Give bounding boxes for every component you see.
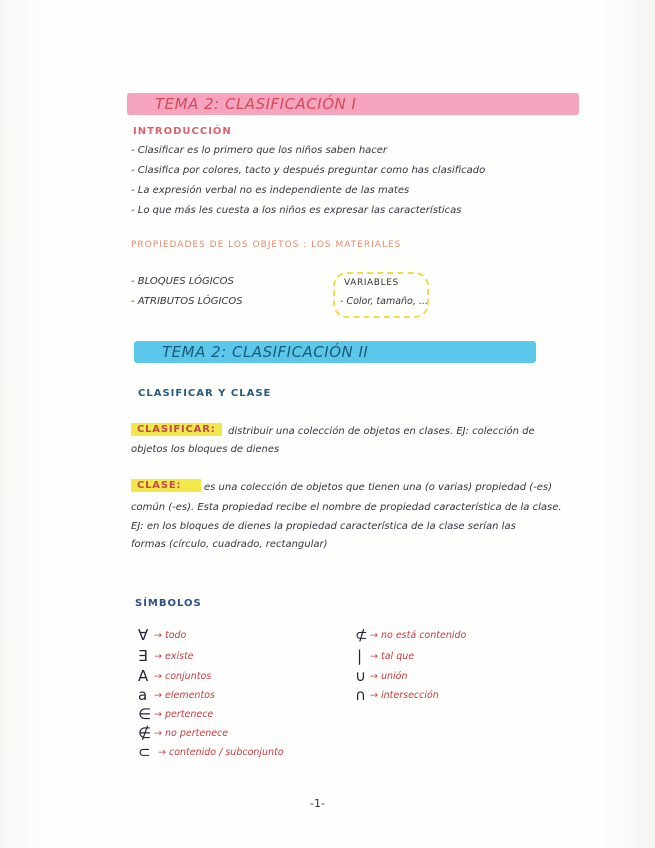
title-tema2-clasificacion-1: TEMA 2: CLASIFICACIÓN I xyxy=(127,93,579,115)
clasificar-text-2: objetos los bloques de dienes xyxy=(131,444,280,455)
symbol-set-A: A xyxy=(138,667,149,685)
intro-line-4: - Lo que más les cuesta a los niños es expresar las características xyxy=(131,205,462,216)
props-item-atributos: - ATRIBUTOS LÓGICOS xyxy=(131,296,243,307)
title-tema2-clasificacion-2: TEMA 2: CLASIFICACIÓN II xyxy=(134,341,536,363)
clase-text-3: EJ: en los bloques de dienes la propiedad característica de la clase serían las xyxy=(131,521,516,532)
clase-label xyxy=(131,480,201,491)
symbol-exists-label: → existe xyxy=(154,651,194,662)
symbol-notsubset-text: no está contenido xyxy=(380,630,467,641)
clasificar-text-1: distribuir una colección de objetos en clases. EJ: colección de xyxy=(228,426,535,437)
symbol-notin-label: → no pertenece xyxy=(154,728,229,739)
variables-label: VARIABLES xyxy=(344,278,399,288)
props-item-bloques: - BLOQUES LÓGICOS xyxy=(131,276,234,287)
clase-text-2: común (-es). Esta propiedad recibe el nombre de propiedad característica de la clase. xyxy=(131,502,562,513)
symbol-such-that-label: → tal que xyxy=(370,651,415,662)
symbol-in: ∈ xyxy=(138,705,152,723)
symbol-forall-label: → todo xyxy=(154,630,187,641)
symbol-set-text: conjuntos xyxy=(164,671,212,682)
page-number: -1- xyxy=(310,797,325,810)
symbol-subset-label: → contenido / subconjunto xyxy=(158,747,284,758)
symbol-such-that: | xyxy=(357,647,363,665)
heading-clasificar-clase: CLASIFICAR Y CLASE xyxy=(138,388,272,399)
symbol-notsubset-label: → no está contenido xyxy=(370,630,467,641)
symbol-element-text: elementos xyxy=(164,690,215,701)
symbol-exists: ∃ xyxy=(138,647,148,665)
symbol-notin-text: no pertenece xyxy=(164,728,229,739)
symbol-in-label: → pertenece xyxy=(154,709,214,720)
clase-text-1: es una colección de objetos que tienen una (o varias) propiedad (-es) xyxy=(204,482,553,493)
symbol-exists-text: existe xyxy=(164,651,194,662)
clasificar-highlight: CLASIFICAR: xyxy=(131,423,222,436)
intro-line-2: - Clasifica por colores, tacto y después preguntar como has clasificado xyxy=(131,165,486,176)
symbol-notin: ∉ xyxy=(138,724,152,742)
symbol-forall: ∀ xyxy=(138,626,149,644)
clase-highlight: CLASE: xyxy=(131,479,201,492)
symbol-such-that-text: tal que xyxy=(380,651,415,662)
heading-simbolos: SÍMBOLOS xyxy=(135,598,202,609)
clase-text-4: formas (círculo, cuadrado, rectangular) xyxy=(131,539,328,550)
symbol-subset: ⊂ xyxy=(138,743,151,761)
symbol-element-label: → elementos xyxy=(154,690,215,701)
symbol-subset-text: contenido / subconjunto xyxy=(168,747,284,758)
intro-line-1: - Clasificar es lo primero que los niños saben hacer xyxy=(131,145,388,156)
symbol-set-label: → conjuntos xyxy=(154,671,212,682)
symbol-union: ∪ xyxy=(355,667,366,685)
symbol-intersection-text: intersección xyxy=(380,690,439,701)
variables-value: - Color, tamaño, ... xyxy=(340,296,428,307)
symbol-notsubset: ⊄ xyxy=(355,626,368,644)
heading-introduccion: INTRODUCCIÓN xyxy=(133,126,232,137)
symbol-element-a: a xyxy=(138,686,148,704)
symbol-union-text: unión xyxy=(380,671,408,682)
heading-propiedades: PROPIEDADES DE LOS OBJETOS : LOS MATERIALES xyxy=(131,240,402,250)
intro-line-3: - La expresión verbal no es independiente de las mates xyxy=(131,185,410,196)
symbol-in-text: pertenece xyxy=(164,709,214,720)
symbol-intersection-label: → intersección xyxy=(370,690,439,701)
symbol-intersection: ∩ xyxy=(355,686,366,704)
symbol-forall-text: todo xyxy=(164,630,187,641)
clasificar-label xyxy=(131,424,222,435)
symbol-union-label: → unión xyxy=(370,671,408,682)
